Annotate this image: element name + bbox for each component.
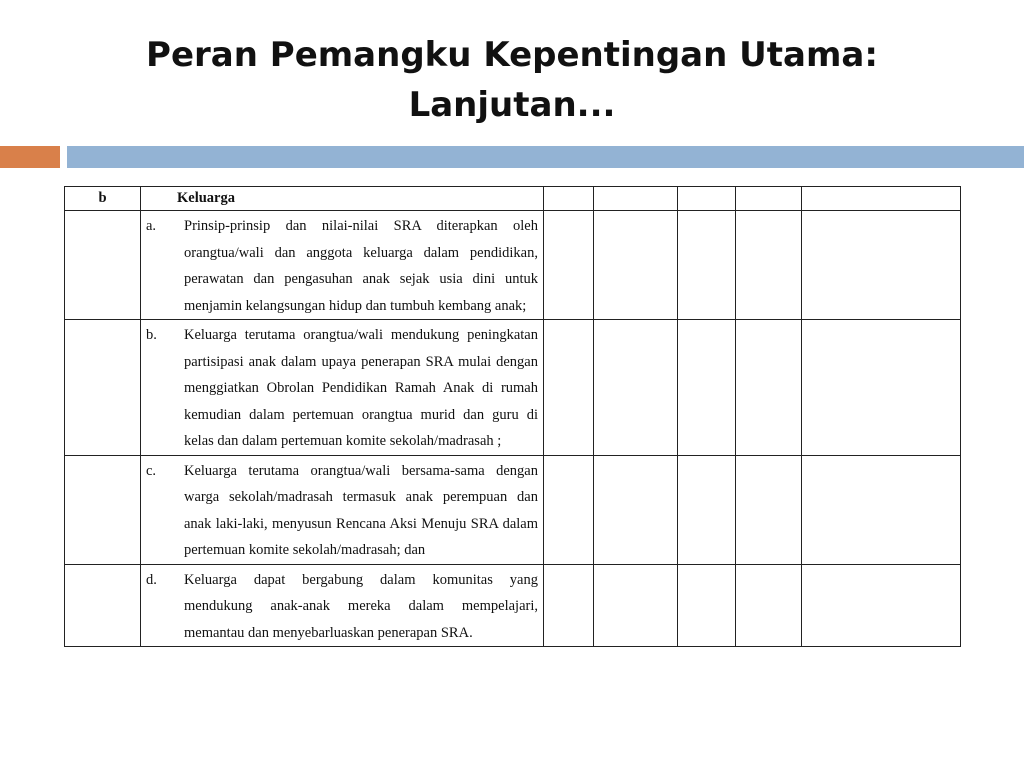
- list-item: [141, 320, 543, 455]
- empty-cell: [678, 564, 736, 647]
- empty-cell: [594, 455, 678, 564]
- empty-cell: [544, 564, 594, 647]
- accent-band-orange: [0, 146, 60, 168]
- table-row: [65, 455, 961, 564]
- empty-cell: [544, 320, 594, 456]
- accent-band-blue: [67, 146, 1024, 168]
- empty-cell: [65, 455, 141, 564]
- table-row: [65, 211, 961, 320]
- empty-cell: [802, 564, 961, 647]
- slide-title-line-1: Peran Pemangku Kepentingan Utama:: [146, 35, 878, 75]
- empty-cell: [736, 187, 802, 211]
- empty-cell: [594, 320, 678, 456]
- item-text: Keluarga terutama orangtua/wali mendukung peningkatan partisipasi anak dalam upaya penerapan SRA mulai dengan menggiatkan Obrolan Pendidikan Ramah Anak di rumah kemudian dalam pertemuan orangtua murid dan guru di kelas dan dalam pertemuan komite sekolah/madrasah ;: [184, 327, 538, 449]
- list-item: [141, 456, 543, 564]
- empty-cell: [594, 211, 678, 320]
- empty-cell: [736, 211, 802, 320]
- empty-cell: [544, 211, 594, 320]
- item-marker: b.: [146, 327, 157, 343]
- empty-cell: [594, 187, 678, 211]
- empty-cell: [65, 211, 141, 320]
- slide-title-line-2: Lanjutan...: [408, 85, 616, 125]
- empty-cell: [544, 455, 594, 564]
- item-text: Keluarga dapat bergabung dalam komunitas yang mendukung anak-anak mereka dalam mempelajari, memantau dan menyebarluaskan penerapan SRA.: [184, 571, 538, 641]
- item-marker: a.: [146, 218, 157, 234]
- table-row: [65, 564, 961, 647]
- item-cell: [141, 211, 544, 320]
- empty-cell: [678, 455, 736, 564]
- section-number-cell: b: [65, 187, 141, 211]
- table-header-row: [65, 187, 961, 211]
- item-text: Keluarga terutama orangtua/wali bersama-sama dengan warga sekolah/madrasah termasuk anak perempuan dan anak laki-laki, menyusun Rencana Aksi Menuju SRA dalam pertemuan komite sekolah/madrasah; dan: [184, 462, 538, 558]
- item-marker: c.: [146, 462, 157, 479]
- list-item: [141, 565, 543, 647]
- empty-cell: [678, 211, 736, 320]
- item-cell: [141, 455, 544, 564]
- empty-cell: [678, 320, 736, 456]
- table-row: [65, 320, 961, 456]
- empty-cell: [65, 320, 141, 456]
- empty-cell: [802, 187, 961, 211]
- section-title-cell: Keluarga: [141, 187, 544, 211]
- empty-cell: [736, 455, 802, 564]
- empty-cell: [802, 211, 961, 320]
- item-cell: [141, 320, 544, 456]
- item-text: Prinsip-prinsip dan nilai-nilai SRA diterapkan oleh orangtua/wali dan anggota keluarga dalam pendidikan, perawatan dan pengasuhan anak sejak usia dini untuk menjamin kelangsungan hidup dan tumbuh kembang anak;: [184, 218, 538, 314]
- item-cell: [141, 564, 544, 647]
- empty-cell: [736, 564, 802, 647]
- stakeholder-table: [64, 186, 961, 647]
- list-item: [141, 211, 543, 319]
- empty-cell: [736, 320, 802, 456]
- empty-cell: [802, 455, 961, 564]
- empty-cell: [678, 187, 736, 211]
- slide-title: [0, 30, 1024, 130]
- empty-cell: [802, 320, 961, 456]
- empty-cell: [544, 187, 594, 211]
- item-marker: d.: [146, 571, 157, 588]
- empty-cell: [65, 564, 141, 647]
- empty-cell: [594, 564, 678, 647]
